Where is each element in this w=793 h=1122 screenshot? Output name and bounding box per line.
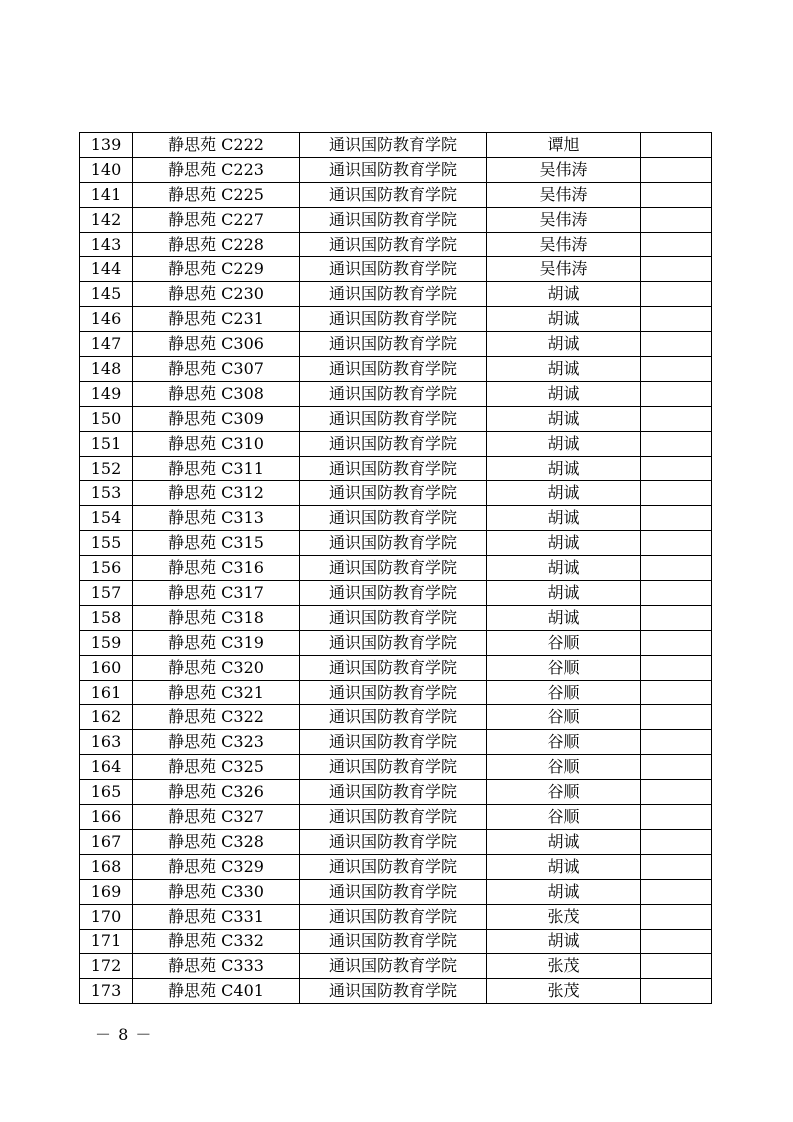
room-cell: 静思苑 C222 [133,133,300,158]
person-in-charge-cell: 胡诚 [487,282,641,307]
room-cell: 静思苑 C306 [133,332,300,357]
table-row [80,581,712,606]
college-cell: 通识国防教育学院 [300,581,487,606]
person-in-charge-cell: 谷顺 [487,680,641,705]
row-number-cell: 141 [80,182,133,207]
row-number-cell: 154 [80,506,133,531]
college-cell: 通识国防教育学院 [300,879,487,904]
room-cell: 静思苑 C230 [133,282,300,307]
college-cell: 通识国防教育学院 [300,456,487,481]
row-number-cell: 162 [80,705,133,730]
table-row [80,904,712,929]
table-row [80,406,712,431]
note-cell [641,879,712,904]
college-cell: 通识国防教育学院 [300,357,487,382]
table-row [80,755,712,780]
college-cell: 通识国防教育学院 [300,655,487,680]
row-number-cell: 166 [80,805,133,830]
note-cell [641,357,712,382]
table-row [80,879,712,904]
person-in-charge-cell: 胡诚 [487,581,641,606]
table-row [80,282,712,307]
person-in-charge-cell: 胡诚 [487,605,641,630]
college-cell: 通识国防教育学院 [300,282,487,307]
note-cell [641,157,712,182]
row-number-cell: 168 [80,854,133,879]
room-cell: 静思苑 C329 [133,854,300,879]
note-cell [641,406,712,431]
room-cell: 静思苑 C401 [133,979,300,1004]
row-number-cell: 159 [80,630,133,655]
table-row [80,854,712,879]
note-cell [641,705,712,730]
room-cell: 静思苑 C330 [133,879,300,904]
room-cell: 静思苑 C319 [133,630,300,655]
person-in-charge-cell: 胡诚 [487,506,641,531]
person-in-charge-cell: 谭旭 [487,133,641,158]
person-in-charge-cell: 胡诚 [487,456,641,481]
note-cell [641,581,712,606]
row-number-cell: 151 [80,431,133,456]
row-number-cell: 158 [80,605,133,630]
person-in-charge-cell: 谷顺 [487,780,641,805]
table-row [80,531,712,556]
person-in-charge-cell: 胡诚 [487,531,641,556]
table-row [80,157,712,182]
college-cell: 通识国防教育学院 [300,854,487,879]
room-cell: 静思苑 C225 [133,182,300,207]
note-cell [641,929,712,954]
room-cell: 静思苑 C322 [133,705,300,730]
row-number-cell: 139 [80,133,133,158]
person-in-charge-cell: 胡诚 [487,829,641,854]
person-in-charge-cell: 谷顺 [487,805,641,830]
person-in-charge-cell: 胡诚 [487,431,641,456]
college-cell: 通识国防教育学院 [300,954,487,979]
note-cell [641,780,712,805]
row-number-cell: 153 [80,481,133,506]
note-cell [641,805,712,830]
college-cell: 通识国防教育学院 [300,630,487,655]
note-cell [641,381,712,406]
row-number-cell: 148 [80,357,133,382]
table-row [80,357,712,382]
note-cell [641,431,712,456]
room-cell: 静思苑 C227 [133,207,300,232]
note-cell [641,282,712,307]
room-cell: 静思苑 C328 [133,829,300,854]
row-number-cell: 161 [80,680,133,705]
person-in-charge-cell: 胡诚 [487,406,641,431]
row-number-cell: 171 [80,929,133,954]
note-cell [641,531,712,556]
note-cell [641,630,712,655]
college-cell: 通识国防教育学院 [300,431,487,456]
table-row [80,133,712,158]
person-in-charge-cell: 吴伟涛 [487,257,641,282]
note-cell [641,829,712,854]
table-row [80,630,712,655]
note-cell [641,605,712,630]
row-number-cell: 164 [80,755,133,780]
room-cell: 静思苑 C309 [133,406,300,431]
person-in-charge-cell: 谷顺 [487,630,641,655]
college-cell: 通识国防教育学院 [300,481,487,506]
note-cell [641,207,712,232]
college-cell: 通识国防教育学院 [300,680,487,705]
table-row [80,705,712,730]
row-number-cell: 147 [80,332,133,357]
college-cell: 通识国防教育学院 [300,705,487,730]
person-in-charge-cell: 胡诚 [487,332,641,357]
table-row [80,207,712,232]
college-cell: 通识国防教育学院 [300,182,487,207]
college-cell: 通识国防教育学院 [300,406,487,431]
note-cell [641,456,712,481]
college-cell: 通识国防教育学院 [300,755,487,780]
row-number-cell: 144 [80,257,133,282]
note-cell [641,730,712,755]
person-in-charge-cell: 吴伟涛 [487,182,641,207]
note-cell [641,232,712,257]
row-number-cell: 155 [80,531,133,556]
person-in-charge-cell: 胡诚 [487,481,641,506]
room-cell: 静思苑 C229 [133,257,300,282]
row-number-cell: 145 [80,282,133,307]
person-in-charge-cell: 胡诚 [487,357,641,382]
table-body [80,133,712,1004]
college-cell: 通识国防教育学院 [300,929,487,954]
college-cell: 通识国防教育学院 [300,605,487,630]
table-row [80,257,712,282]
table-row [80,979,712,1004]
room-cell: 静思苑 C311 [133,456,300,481]
college-cell: 通识国防教育学院 [300,381,487,406]
room-cell: 静思苑 C325 [133,755,300,780]
college-cell: 通识国防教育学院 [300,805,487,830]
table-row [80,481,712,506]
row-number-cell: 173 [80,979,133,1004]
row-number-cell: 167 [80,829,133,854]
college-cell: 通识国防教育学院 [300,157,487,182]
row-number-cell: 149 [80,381,133,406]
note-cell [641,133,712,158]
table-row [80,730,712,755]
college-cell: 通识国防教育学院 [300,979,487,1004]
room-cell: 静思苑 C332 [133,929,300,954]
row-number-cell: 170 [80,904,133,929]
table-row [80,805,712,830]
person-in-charge-cell: 张茂 [487,904,641,929]
person-in-charge-cell: 张茂 [487,954,641,979]
room-cell: 静思苑 C307 [133,357,300,382]
table-row [80,655,712,680]
row-number-cell: 169 [80,879,133,904]
table-row [80,780,712,805]
table-row [80,954,712,979]
person-in-charge-cell: 胡诚 [487,556,641,581]
table-row [80,829,712,854]
row-number-cell: 172 [80,954,133,979]
person-in-charge-cell: 吴伟涛 [487,232,641,257]
college-cell: 通识国防教育学院 [300,257,487,282]
person-in-charge-cell: 谷顺 [487,655,641,680]
person-in-charge-cell: 谷顺 [487,755,641,780]
person-in-charge-cell: 谷顺 [487,705,641,730]
note-cell [641,257,712,282]
note-cell [641,655,712,680]
table-row [80,381,712,406]
table-row [80,929,712,954]
row-number-cell: 146 [80,307,133,332]
college-cell: 通识国防教育学院 [300,207,487,232]
note-cell [641,755,712,780]
college-cell: 通识国防教育学院 [300,506,487,531]
row-number-cell: 160 [80,655,133,680]
person-in-charge-cell: 胡诚 [487,879,641,904]
room-cell: 静思苑 C231 [133,307,300,332]
college-cell: 通识国防教育学院 [300,232,487,257]
room-cell: 静思苑 C321 [133,680,300,705]
college-cell: 通识国防教育学院 [300,556,487,581]
row-number-cell: 156 [80,556,133,581]
note-cell [641,182,712,207]
college-cell: 通识国防教育学院 [300,307,487,332]
person-in-charge-cell: 胡诚 [487,381,641,406]
room-cell: 静思苑 C318 [133,605,300,630]
table-row [80,182,712,207]
note-cell [641,954,712,979]
room-cell: 静思苑 C331 [133,904,300,929]
room-cell: 静思苑 C308 [133,381,300,406]
table-row [80,556,712,581]
note-cell [641,307,712,332]
person-in-charge-cell: 胡诚 [487,929,641,954]
college-cell: 通识国防教育学院 [300,730,487,755]
table-row [80,605,712,630]
college-cell: 通识国防教育学院 [300,531,487,556]
college-cell: 通识国防教育学院 [300,829,487,854]
person-in-charge-cell: 胡诚 [487,307,641,332]
row-number-cell: 152 [80,456,133,481]
person-in-charge-cell: 张茂 [487,979,641,1004]
table-row [80,232,712,257]
row-number-cell: 142 [80,207,133,232]
room-cell: 静思苑 C326 [133,780,300,805]
table-row [80,332,712,357]
table-row [80,307,712,332]
person-in-charge-cell: 谷顺 [487,730,641,755]
note-cell [641,680,712,705]
note-cell [641,904,712,929]
note-cell [641,979,712,1004]
room-cell: 静思苑 C228 [133,232,300,257]
table-row [80,506,712,531]
person-in-charge-cell: 胡诚 [487,854,641,879]
note-cell [641,556,712,581]
college-cell: 通识国防教育学院 [300,332,487,357]
room-cell: 静思苑 C313 [133,506,300,531]
row-number-cell: 143 [80,232,133,257]
row-number-cell: 140 [80,157,133,182]
room-cell: 静思苑 C327 [133,805,300,830]
note-cell [641,506,712,531]
person-in-charge-cell: 吴伟涛 [487,207,641,232]
room-cell: 静思苑 C317 [133,581,300,606]
person-in-charge-cell: 吴伟涛 [487,157,641,182]
room-cell: 静思苑 C315 [133,531,300,556]
room-cell: 静思苑 C312 [133,481,300,506]
college-cell: 通识国防教育学院 [300,904,487,929]
note-cell [641,481,712,506]
row-number-cell: 157 [80,581,133,606]
college-cell: 通识国防教育学院 [300,780,487,805]
table-row [80,456,712,481]
room-cell: 静思苑 C310 [133,431,300,456]
note-cell [641,854,712,879]
college-cell: 通识国防教育学院 [300,133,487,158]
note-cell [641,332,712,357]
row-number-cell: 163 [80,730,133,755]
row-number-cell: 165 [80,780,133,805]
room-cell: 静思苑 C323 [133,730,300,755]
room-cell: 静思苑 C333 [133,954,300,979]
room-cell: 静思苑 C316 [133,556,300,581]
dormitory-assignment-table [79,132,712,1004]
table-row [80,680,712,705]
row-number-cell: 150 [80,406,133,431]
page-number: － 8 － [95,1025,153,1044]
room-cell: 静思苑 C223 [133,157,300,182]
table-row [80,431,712,456]
room-cell: 静思苑 C320 [133,655,300,680]
